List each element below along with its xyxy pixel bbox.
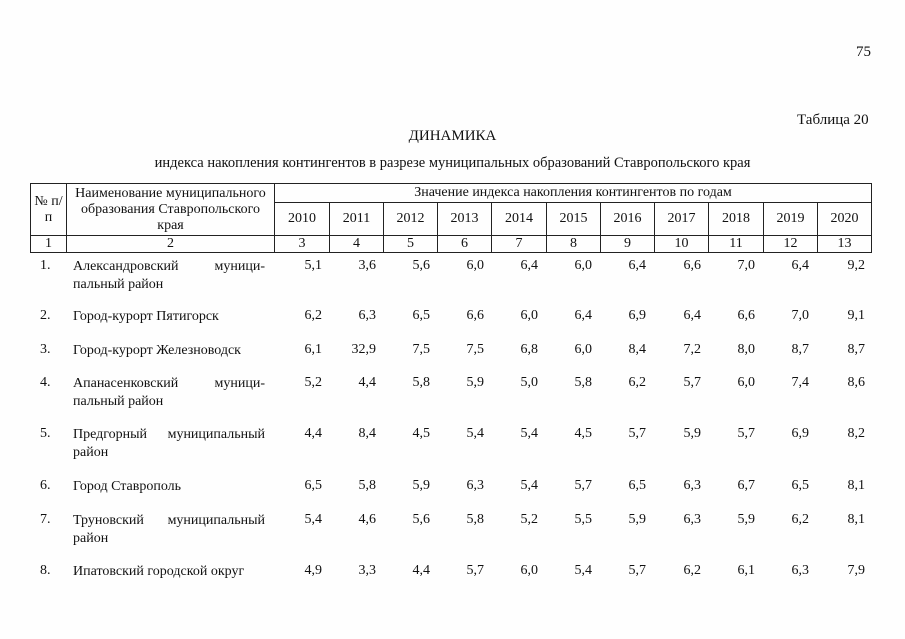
row-value: 5,8 — [574, 375, 592, 390]
row-value: 5,2 — [304, 375, 322, 390]
row-value: 6,3 — [683, 512, 701, 527]
header-year: 2015 — [547, 203, 601, 236]
row-value: 6,9 — [628, 308, 646, 323]
row-value: 5,7 — [466, 563, 484, 578]
row-value: 7,0 — [737, 258, 755, 273]
header-year: 2014 — [492, 203, 547, 236]
row-value: 4,4 — [358, 375, 376, 390]
header-col-number: 6 — [438, 236, 492, 253]
header-col-number: 10 — [655, 236, 709, 253]
row-value: 7,5 — [412, 342, 430, 357]
row-value: 5,4 — [520, 426, 538, 441]
row-number: 2. — [40, 308, 51, 323]
row-value: 5,4 — [520, 478, 538, 493]
row-value: 8,6 — [847, 375, 865, 390]
header-col-number: 2 — [67, 236, 275, 253]
row-value: 3,3 — [358, 563, 376, 578]
row-value: 5,4 — [304, 512, 322, 527]
row-number: 7. — [40, 512, 51, 527]
header-col-number: 5 — [384, 236, 438, 253]
row-value: 6,2 — [628, 375, 646, 390]
row-value: 4,9 — [304, 563, 322, 578]
header-col-number: 1 — [31, 236, 67, 253]
row-value: 6,3 — [358, 308, 376, 323]
row-value: 5,9 — [412, 478, 430, 493]
row-value: 5,6 — [412, 512, 430, 527]
row-number: 6. — [40, 478, 51, 493]
header-year: 2013 — [438, 203, 492, 236]
row-value: 5,8 — [358, 478, 376, 493]
row-value: 6,5 — [304, 478, 322, 493]
row-value: 4,4 — [412, 563, 430, 578]
row-name: Город Ставрополь — [73, 479, 182, 494]
row-value: 8,4 — [358, 426, 376, 441]
row-name: Александровский муници-пальный район — [73, 259, 265, 292]
row-value: 4,4 — [304, 426, 322, 441]
row-value: 5,7 — [574, 478, 592, 493]
row-value: 6,3 — [683, 478, 701, 493]
row-number: 1. — [40, 258, 51, 273]
row-value: 5,2 — [520, 512, 538, 527]
row-value: 9,1 — [847, 308, 865, 323]
header-col-number: 4 — [330, 236, 384, 253]
row-value: 5,9 — [628, 512, 646, 527]
row-value: 5,4 — [574, 563, 592, 578]
header-col-number: 13 — [818, 236, 872, 253]
header-year: 2011 — [330, 203, 384, 236]
row-value: 6,4 — [628, 258, 646, 273]
row-value: 6,2 — [791, 512, 809, 527]
header-col-number: 9 — [601, 236, 655, 253]
row-value: 6,8 — [520, 342, 538, 357]
row-number: 8. — [40, 563, 51, 578]
row-value: 7,9 — [847, 563, 865, 578]
header-year: 2017 — [655, 203, 709, 236]
row-value: 6,1 — [304, 342, 322, 357]
header-col-number: 7 — [492, 236, 547, 253]
row-value: 5,7 — [683, 375, 701, 390]
row-value: 5,4 — [466, 426, 484, 441]
row-value: 9,2 — [847, 258, 865, 273]
row-name: Предгорный муниципальный район — [73, 427, 265, 460]
row-value: 6,5 — [791, 478, 809, 493]
header-col-number: 12 — [764, 236, 818, 253]
header-year: 2018 — [709, 203, 764, 236]
row-value: 6,4 — [520, 258, 538, 273]
header-year: 2019 — [764, 203, 818, 236]
header-name: Наименование муниципального образования Ставропольского края — [67, 184, 275, 236]
row-value: 8,1 — [847, 512, 865, 527]
row-value: 6,6 — [466, 308, 484, 323]
row-value: 4,5 — [412, 426, 430, 441]
row-value: 7,4 — [791, 375, 809, 390]
header-col-number: 3 — [275, 236, 330, 253]
header-num: № п/п — [31, 184, 67, 236]
row-value: 7,2 — [683, 342, 701, 357]
row-value: 5,7 — [628, 563, 646, 578]
row-value: 5,7 — [737, 426, 755, 441]
row-value: 32,9 — [351, 342, 376, 357]
row-value: 6,0 — [520, 308, 538, 323]
header-col-number: 11 — [709, 236, 764, 253]
row-value: 8,1 — [847, 478, 865, 493]
row-value: 5,0 — [520, 375, 538, 390]
header-col-number: 8 — [547, 236, 601, 253]
row-value: 6,0 — [520, 563, 538, 578]
document-subtitle: индекса накопления контингентов в разрезе муниципальных образований Ставропольского края — [154, 155, 751, 171]
row-value: 7,0 — [791, 308, 809, 323]
row-value: 6,0 — [737, 375, 755, 390]
row-name: Труновский муниципальный район — [73, 513, 265, 546]
table-header — [30, 183, 872, 253]
row-name: Город-курорт Железноводск — [73, 343, 241, 358]
row-value: 5,6 — [412, 258, 430, 273]
row-value: 3,6 — [358, 258, 376, 273]
header-year: 2016 — [601, 203, 655, 236]
row-value: 4,5 — [574, 426, 592, 441]
row-value: 5,5 — [574, 512, 592, 527]
row-value: 5,8 — [412, 375, 430, 390]
row-value: 6,4 — [574, 308, 592, 323]
header-year: 2020 — [818, 203, 872, 236]
row-name: Город-курорт Пятигорск — [73, 309, 219, 324]
row-value: 6,3 — [466, 478, 484, 493]
row-value: 4,6 — [358, 512, 376, 527]
row-value: 8,4 — [628, 342, 646, 357]
row-value: 6,2 — [304, 308, 322, 323]
row-value: 6,5 — [412, 308, 430, 323]
row-value: 6,6 — [737, 308, 755, 323]
row-value: 6,5 — [628, 478, 646, 493]
row-value: 5,9 — [466, 375, 484, 390]
row-value: 6,0 — [574, 342, 592, 357]
row-value: 5,9 — [683, 426, 701, 441]
document-title: ДИНАМИКА — [408, 128, 497, 144]
row-value: 6,4 — [683, 308, 701, 323]
row-value: 6,1 — [737, 563, 755, 578]
row-number: 4. — [40, 375, 51, 390]
header-years-group: Значение индекса накопления контингентов по годам — [275, 184, 872, 203]
row-value: 6,2 — [683, 563, 701, 578]
row-value: 6,3 — [791, 563, 809, 578]
row-value: 6,6 — [683, 258, 701, 273]
row-value: 5,7 — [628, 426, 646, 441]
row-value: 7,5 — [466, 342, 484, 357]
row-number: 3. — [40, 342, 51, 357]
page-number: 75 — [856, 44, 871, 60]
header-year: 2012 — [384, 203, 438, 236]
row-value: 6,4 — [791, 258, 809, 273]
row-value: 8,7 — [791, 342, 809, 357]
row-value: 8,7 — [847, 342, 865, 357]
table-label: Таблица 20 — [797, 112, 869, 128]
row-number: 5. — [40, 426, 51, 441]
row-value: 5,8 — [466, 512, 484, 527]
row-value: 6,0 — [466, 258, 484, 273]
row-value: 8,2 — [847, 426, 865, 441]
row-value: 6,9 — [791, 426, 809, 441]
row-name: Ипатовский городской округ — [73, 564, 245, 579]
row-name: Апанасенковский муници-пальный район — [73, 376, 265, 409]
row-value: 5,9 — [737, 512, 755, 527]
row-value: 8,0 — [737, 342, 755, 357]
row-value: 5,1 — [304, 258, 322, 273]
row-value: 6,7 — [737, 478, 755, 493]
row-value: 6,0 — [574, 258, 592, 273]
header-year: 2010 — [275, 203, 330, 236]
